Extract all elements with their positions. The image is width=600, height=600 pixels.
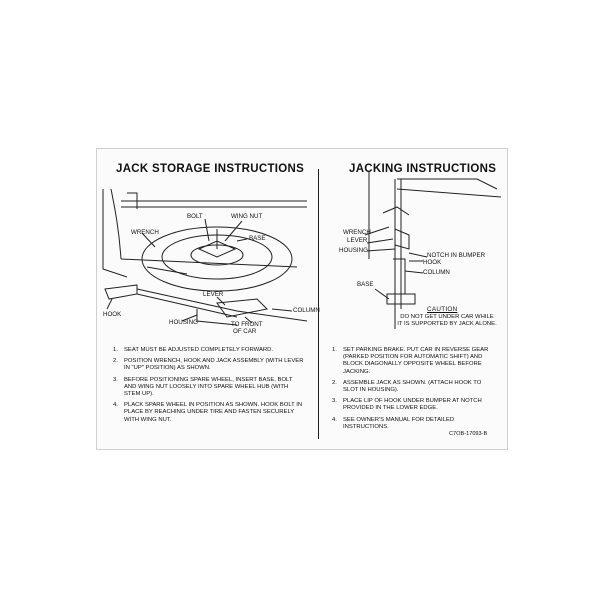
list-item: 1. SEAT MUST BE ADJUSTED COMPLETELY FORWARD.	[113, 347, 274, 353]
caution-title: CAUTION	[427, 306, 458, 313]
label-housing-right: HOUSING	[339, 247, 368, 254]
label-wrench: WRENCH	[131, 229, 159, 236]
label-base: BASE	[249, 235, 266, 242]
label-column: COLUMN	[293, 307, 320, 314]
list-item: 4. PLACK SPARE WHEEL IN POSITION AS SHOWN. HOOK BOLT IN PLACE BY REACHING UNDER TIRE AND FASTEN SECURELY WITH WING NUT.	[113, 402, 303, 423]
jack-hook	[105, 285, 137, 299]
label-base-right: BASE	[357, 281, 374, 288]
label-hook: HOOK	[103, 311, 122, 318]
panel-divider	[318, 169, 319, 439]
caution-text: DO NOT GET UNDER CAR WHILE IT IS SUPPORTED BY JACK ALONE.	[397, 314, 497, 327]
jack-housing-right	[395, 229, 409, 249]
jack-lever-right	[383, 207, 409, 215]
label-notch-right: NOTCH IN BUMPER	[427, 252, 486, 259]
list-item: 2. POSITION WRENCH, HOOK AND JACK ASSEMBLY (WITH LEVER IN "UP" POSITION) AS SHOWN.	[113, 358, 304, 372]
list-item: 3. BEFORE POSITIONING SPARE WHEEL, INSERT BASE, BOLT AND WING NUT LOOSELY INTO SPARE WHEEL HUB (WITH STEM UP).	[113, 376, 293, 398]
jacking-title: JACKING INSTRUCTIONS	[349, 163, 497, 175]
part-number: C7OB-17093-B	[449, 431, 488, 437]
list-item: 3. PLACE LIP OF HOOK UNDER BUMPER AT NOTCH PROVIDED IN THE LOWER EDGE.	[332, 398, 482, 412]
label-wing-nut: WING NUT	[231, 213, 263, 220]
jack-storage-steps	[113, 347, 305, 428]
label-bolt: BOLT	[187, 213, 203, 220]
label-of-car: OF CAR	[233, 328, 257, 335]
jack-instructions-decal	[96, 148, 508, 450]
label-lever: LEVER	[203, 291, 224, 298]
list-item: 4. SEE OWNER'S MANUAL FOR DETAILED INSTRUCTIONS.	[332, 416, 455, 430]
label-lever-right: LEVER	[347, 237, 368, 244]
list-item: 2. ASSEMBLE JACK AS SHOWN. (ATTACH HOOK TO SLOT IN HOUSING).	[332, 379, 482, 394]
jacking-steps	[332, 347, 494, 435]
jack-storage-title: JACK STORAGE INSTRUCTIONS	[116, 163, 305, 175]
label-hook-right: HOOK	[423, 259, 442, 266]
label-to-front: TO FRONT	[231, 321, 263, 328]
list-item: 1. SET PARKING BRAKE. PUT CAR IN REVERSE GEAR (PARKED POSITION FOR AUTOMATIC SHIFT) AND BLOCK DIAGONALLY OPPOSITE WHEEL BEFORE JACKING.	[332, 347, 489, 375]
wrench	[147, 267, 187, 274]
label-housing: HOUSING	[169, 319, 198, 326]
label-column-right: COLUMN	[423, 269, 450, 276]
label-wrench-right: WRENCH	[343, 229, 371, 236]
